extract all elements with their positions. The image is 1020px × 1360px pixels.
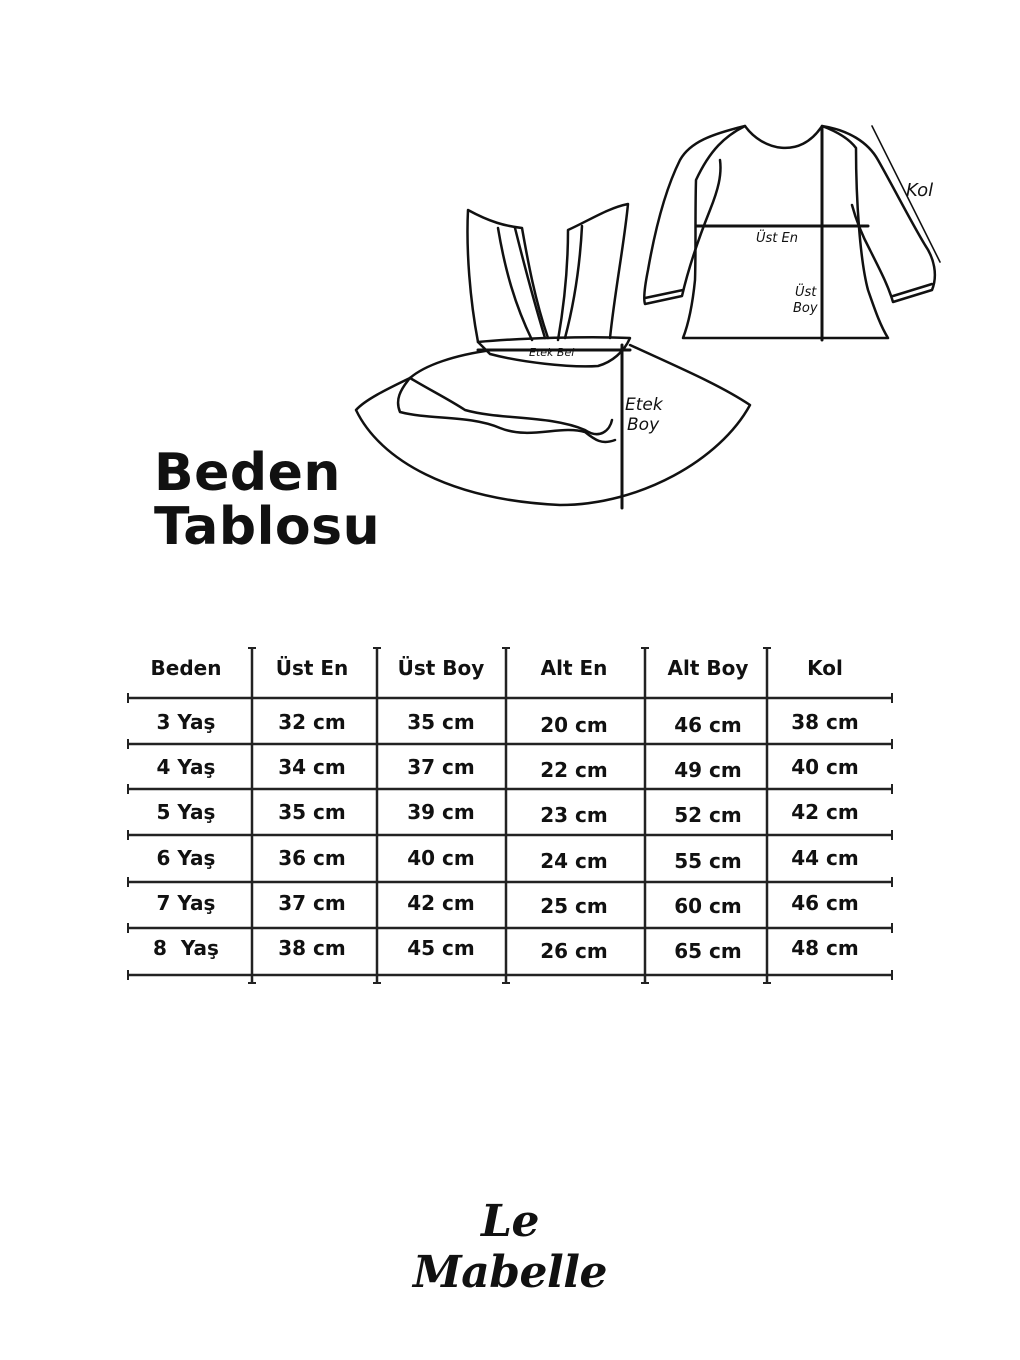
table-cell: 37 cm — [407, 755, 475, 779]
label-ust-boy: Boy — [793, 301, 818, 316]
table-cell: 49 cm — [674, 758, 742, 782]
table-cell: 4 Yaş — [156, 755, 216, 779]
table-cell: 42 cm — [791, 800, 859, 824]
title-line-1: Beden — [154, 443, 341, 503]
table-header-cell: Beden — [150, 656, 222, 680]
table-cell: 65 cm — [674, 939, 742, 963]
table-header-cell: Alt Boy — [667, 656, 749, 680]
table-cell: 22 cm — [540, 758, 608, 782]
table-cell: 40 cm — [791, 755, 859, 779]
outfit-illustration — [0, 0, 1020, 620]
table-cell: 37 cm — [278, 891, 346, 915]
table-header-cell: Alt En — [540, 656, 608, 680]
label-kol: Kol — [906, 180, 934, 201]
table-cell: 52 cm — [674, 803, 742, 827]
table-cell: 38 cm — [278, 936, 346, 960]
table-cell: 5 Yaş — [156, 800, 216, 824]
table-cell: 39 cm — [407, 800, 475, 824]
skirt-lower-layer — [356, 345, 750, 505]
blouse-right-sleeve — [822, 126, 935, 302]
page-title — [154, 443, 381, 557]
table-cell: 23 cm — [540, 803, 608, 827]
table-cell: 45 cm — [407, 936, 475, 960]
table-cell: 46 cm — [674, 713, 742, 737]
label-ust-en: Üst En — [756, 231, 798, 246]
table-cell: 35 cm — [407, 710, 475, 734]
table-cell: 8 Yaş — [153, 936, 219, 960]
label-etek-bel: Etek Bel — [529, 346, 575, 359]
title-line-2: Tablosu — [154, 497, 381, 557]
label-etek: Etek — [625, 395, 663, 415]
table-cell: 42 cm — [407, 891, 475, 915]
table-cell: 7 Yaş — [156, 891, 216, 915]
table-header-cell: Üst En — [275, 656, 349, 680]
table-cell: 34 cm — [278, 755, 346, 779]
table-cell: 26 cm — [540, 939, 608, 963]
table-cell: 3 Yaş — [156, 710, 216, 734]
table-cell: 38 cm — [791, 710, 859, 734]
table-cell: 20 cm — [540, 713, 608, 737]
table-cell: 25 cm — [540, 894, 608, 918]
table-cell: 46 cm — [791, 891, 859, 915]
table-cell: 60 cm — [674, 894, 742, 918]
table-cell: 55 cm — [674, 849, 742, 873]
table-cell: 36 cm — [278, 846, 346, 870]
table-header-cell: Üst Boy — [397, 656, 485, 680]
table-cell: 40 cm — [407, 846, 475, 870]
label-ust: Üst — [795, 285, 817, 300]
skirt-upper-layer — [410, 350, 612, 434]
table-cell: 6 Yaş — [156, 846, 216, 870]
brand-logo: Le Mabelle — [413, 1196, 607, 1298]
label-etek-boy: Boy — [627, 415, 660, 435]
table-cell: 32 cm — [278, 710, 346, 734]
table-cell: 35 cm — [278, 800, 346, 824]
table-cell: 44 cm — [791, 846, 859, 870]
table-cell: 48 cm — [791, 936, 859, 960]
table-header-cell: Kol — [807, 656, 843, 680]
table-cell: 24 cm — [540, 849, 608, 873]
